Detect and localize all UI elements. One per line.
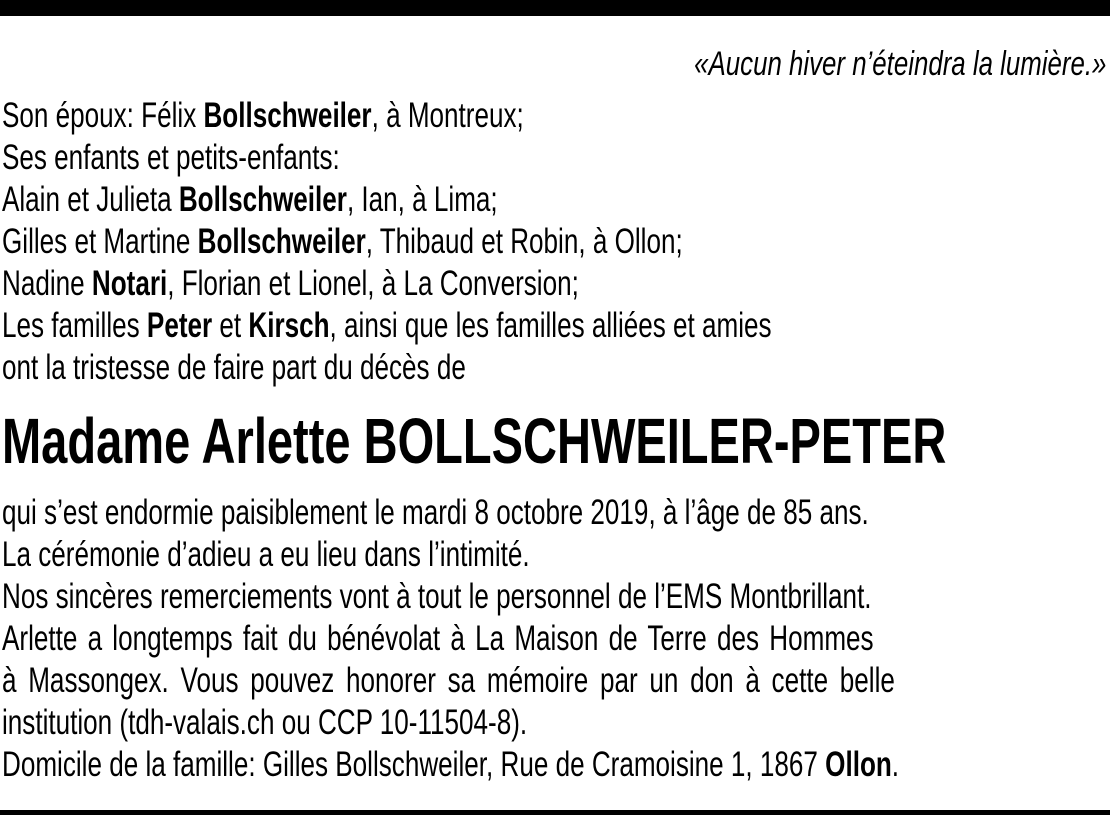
family-line-families: [2, 305, 772, 347]
epigraph-quote: «Aucun hiver n’éteindra la lumière.»: [693, 45, 1106, 83]
text: , Thibaud et Robin, à Ollon;: [365, 222, 683, 261]
family-line-alain: [2, 179, 498, 221]
domicile-town: Ollon: [825, 745, 892, 784]
domicile-line: [2, 744, 899, 786]
text: Nadine: [2, 264, 92, 303]
bottom-rule: [0, 810, 1110, 815]
body-line-institution: institution (tdh-valais.ch ou CCP 10-11504-8).: [2, 703, 528, 742]
text: Ses enfants et petits-enfants:: [2, 138, 340, 177]
text: .: [891, 745, 900, 784]
top-rule: [0, 0, 1110, 16]
text: Les familles: [2, 306, 147, 345]
family-line-gilles: [2, 221, 683, 263]
family-line-children-intro: [2, 137, 340, 179]
domicile-text: Domicile de la famille: Gilles Bollschweiler, Rue de Cramoisine 1, 1867: [2, 745, 826, 784]
surname: Notari: [91, 264, 168, 303]
text: Alain et Julieta: [2, 180, 179, 219]
body-line-ceremony: La cérémonie d’adieu a eu lieu dans l’intimité.: [2, 535, 530, 574]
text: et: [212, 306, 249, 345]
deceased-name-heading: Madame Arlette BOLLSCHWEILER-PETER: [2, 405, 947, 477]
text: , à Montreux;: [371, 96, 524, 135]
body-line-passing: qui s’est endormie paisiblement le mardi 8 octobre 2019, à l’âge de 85 ans.: [2, 493, 869, 532]
surname: Bollschweiler: [203, 96, 372, 135]
surname: Kirsch: [248, 306, 330, 345]
surname: Peter: [146, 306, 213, 345]
text: , Florian et Lionel, à La Conversion;: [167, 264, 579, 303]
text: ont la tristesse de faire part du décès de: [2, 348, 466, 387]
body-line-donation: à Massongex. Vous pouvez honorer sa mémoire par un don à cette belle: [2, 661, 895, 700]
text: , ainsi que les familles alliées et amies: [329, 306, 772, 345]
family-line-announcement: [2, 347, 466, 389]
text: Gilles et Martine: [2, 222, 198, 261]
text: , Ian, à Lima;: [346, 180, 498, 219]
surname: Bollschweiler: [197, 222, 366, 261]
family-line-nadine: [2, 263, 579, 305]
family-line-spouse: [2, 95, 524, 137]
text: Son époux: Félix: [2, 96, 204, 135]
surname: Bollschweiler: [178, 180, 347, 219]
body-line-thanks: Nos sincères remerciements vont à tout le personnel de l’EMS Montbrillant.: [2, 577, 872, 616]
body-line-volunteer: Arlette a longtemps fait du bénévolat à La Maison de Terre des Hommes: [2, 619, 874, 658]
